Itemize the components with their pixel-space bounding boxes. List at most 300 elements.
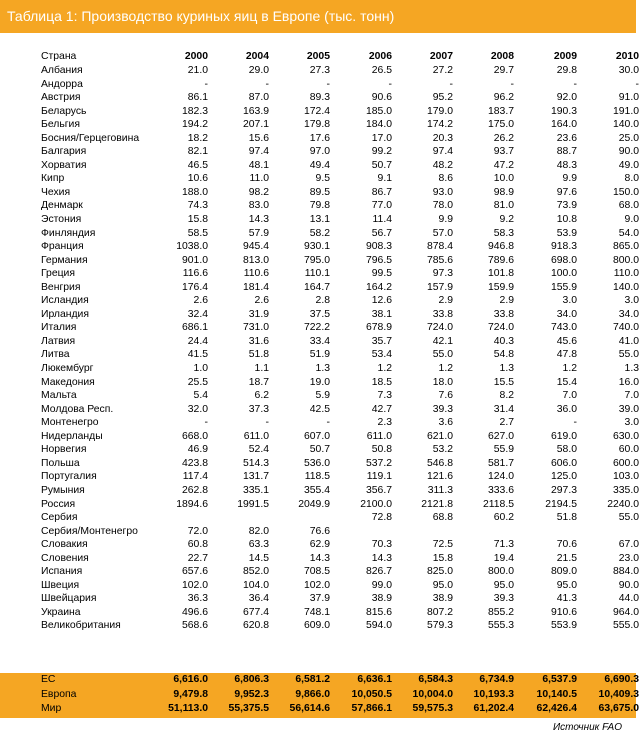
header-country-label: Страна	[41, 51, 77, 62]
value-cell: 52.4	[248, 444, 269, 456]
value-cell: 81.0	[493, 200, 514, 212]
value-cell: 72.0	[187, 525, 208, 537]
value-cell: 157.9	[426, 281, 453, 293]
value-cell: 58.0	[556, 444, 577, 456]
table-title: Таблица 1: Производство куриных яиц в Европе (тыс. тонн)	[7, 8, 395, 24]
value-cell: 61,202.4	[473, 703, 514, 714]
value-cell: 423.8	[181, 457, 208, 469]
value-cell: 10.6	[187, 173, 208, 185]
value-cell: 2.8	[315, 295, 330, 307]
value-cell: 99.0	[371, 579, 392, 591]
value-cell: 606.0	[550, 457, 577, 469]
value-cell: 175.0	[487, 119, 514, 131]
value-cell: 1.3	[624, 363, 639, 375]
country-name: Мир	[41, 703, 62, 714]
value-cell: 140.0	[612, 281, 639, 293]
value-cell: -	[204, 78, 208, 90]
value-cell: 14.3	[309, 552, 330, 564]
value-cell: 537.2	[365, 457, 392, 469]
value-cell: 9.1	[377, 173, 392, 185]
value-cell: 57.9	[248, 227, 269, 239]
country-name: Греция	[41, 268, 75, 280]
value-cell: 8.0	[624, 173, 639, 185]
value-cell: 97.4	[432, 146, 453, 158]
header-year: 2000	[184, 51, 208, 62]
value-cell: 9,952.3	[234, 688, 269, 700]
value-cell: 708.5	[303, 566, 330, 578]
value-cell: 58.5	[187, 227, 208, 239]
table-row	[0, 498, 639, 512]
table-row	[0, 538, 639, 552]
table-row	[0, 118, 639, 132]
value-cell: 555.0	[612, 620, 639, 632]
value-cell: 722.2	[303, 322, 330, 334]
country-name: Исландия	[41, 295, 89, 307]
value-cell: 18.5	[371, 376, 392, 388]
value-cell: 13.1	[309, 214, 330, 226]
value-cell: 795.0	[303, 254, 330, 266]
value-cell: 48.1	[248, 159, 269, 171]
header-year: 2005	[306, 51, 330, 62]
value-cell: 41.3	[556, 593, 577, 605]
value-cell: 31.6	[248, 335, 269, 347]
value-cell: 99.2	[371, 146, 392, 158]
value-cell: 6,734.9	[479, 674, 514, 685]
value-cell: 40.3	[493, 335, 514, 347]
value-cell: 38.9	[432, 593, 453, 605]
country-name: Кипр	[41, 173, 65, 185]
value-cell: 74.3	[187, 200, 208, 212]
value-cell: 611.0	[243, 430, 269, 442]
country-name: Македония	[41, 376, 95, 388]
country-name: Ирландия	[41, 308, 89, 320]
country-name: Норвегия	[41, 444, 87, 456]
value-cell: 39.3	[493, 593, 514, 605]
value-cell: 51,113.0	[168, 703, 208, 714]
table-row	[0, 552, 639, 566]
value-cell: 53.9	[556, 227, 577, 239]
table-row	[0, 430, 639, 444]
value-cell: 553.9	[550, 620, 577, 632]
value-cell: -	[573, 417, 577, 429]
value-cell: 124.0	[487, 471, 514, 483]
country-name: Португалия	[41, 471, 97, 483]
value-cell: 95.0	[556, 579, 577, 591]
value-cell: 49.4	[309, 159, 330, 171]
table-row	[0, 525, 636, 539]
table-row	[0, 159, 639, 173]
value-cell: 97.0	[309, 146, 330, 158]
value-cell: 910.6	[550, 606, 577, 618]
value-cell: 800.0	[487, 566, 514, 578]
value-cell: 21.5	[556, 552, 577, 564]
value-cell: 176.4	[181, 281, 208, 293]
value-cell: 102.0	[303, 579, 330, 591]
header-year: 2008	[490, 51, 514, 62]
value-cell: 96.2	[493, 92, 514, 104]
value-cell: 68.0	[618, 200, 639, 212]
country-name: Сербия	[41, 512, 78, 524]
country-name: Великобритания	[41, 620, 121, 632]
value-cell: 36.0	[556, 403, 577, 415]
country-name: Испания	[41, 566, 83, 578]
country-name: Латвия	[41, 335, 76, 347]
country-name: Эстония	[41, 214, 82, 226]
table-row	[0, 145, 639, 159]
value-cell: 103.0	[612, 471, 639, 483]
value-cell: 102.0	[181, 579, 208, 591]
table-row	[0, 132, 639, 146]
value-cell: 42.1	[432, 335, 453, 347]
country-name: Германия	[41, 254, 88, 266]
value-cell: 116.6	[182, 268, 208, 280]
value-cell: 172.4	[303, 105, 330, 117]
table-row	[0, 105, 639, 119]
country-name: Россия	[41, 498, 76, 510]
value-cell: 15.4	[556, 376, 577, 388]
header-year: 2006	[368, 51, 392, 62]
value-cell: 104.0	[242, 579, 269, 591]
value-cell: 9.9	[438, 214, 453, 226]
country-name: Литва	[41, 349, 70, 361]
country-name: Мальта	[41, 390, 77, 402]
value-cell: 6,581.2	[295, 674, 330, 685]
value-cell: 668.0	[181, 430, 208, 442]
table-row	[0, 308, 639, 322]
value-cell: 42.5	[309, 403, 330, 415]
value-cell: 67.0	[618, 539, 639, 551]
value-cell: 10.8	[556, 214, 577, 226]
value-cell: 62.9	[309, 539, 330, 551]
value-cell: 79.8	[309, 200, 330, 212]
value-cell: 825.0	[426, 566, 453, 578]
value-cell: 174.2	[426, 119, 453, 131]
value-cell: 58.2	[309, 227, 330, 239]
value-cell: 25.0	[618, 132, 639, 144]
value-cell: 6,537.9	[542, 674, 577, 685]
value-cell: 621.0	[426, 430, 453, 442]
value-cell: 1.1	[254, 363, 269, 375]
value-cell: 23.0	[618, 552, 639, 564]
value-cell: 125.0	[550, 471, 577, 483]
value-cell: 677.4	[242, 606, 269, 618]
value-cell: 724.0	[487, 322, 514, 334]
value-cell: 10,409.3	[598, 688, 639, 700]
value-cell: 1991.5	[237, 498, 269, 510]
table-row	[0, 335, 639, 349]
value-cell: 1.3	[315, 363, 330, 375]
value-cell: 54.0	[618, 227, 639, 239]
value-cell: 48.3	[556, 159, 577, 171]
value-cell: 33.8	[493, 308, 514, 320]
country-name: Сербия/Монтенегро	[41, 525, 138, 537]
value-cell: 8.6	[438, 173, 453, 185]
value-cell: 609.0	[303, 620, 330, 632]
value-cell: 56.7	[371, 227, 392, 239]
value-cell: 57.0	[432, 227, 453, 239]
table-row	[0, 78, 639, 92]
value-cell: 3.0	[624, 417, 639, 429]
value-cell: 53.4	[371, 349, 392, 361]
value-cell: 740.0	[612, 322, 639, 334]
value-cell: 3.0	[624, 295, 639, 307]
value-cell: 6,690.3	[604, 674, 639, 685]
value-cell: 9,866.0	[295, 688, 330, 700]
value-cell: 678.9	[365, 322, 392, 334]
value-cell: 9.0	[624, 214, 639, 226]
value-cell: 2.3	[377, 417, 392, 429]
value-cell: 188.0	[181, 186, 208, 198]
value-cell: 15.5	[493, 376, 514, 388]
value-cell: 2.9	[499, 295, 514, 307]
value-cell: 38.1	[371, 308, 392, 320]
value-cell: 44.0	[618, 593, 639, 605]
value-cell: 89.3	[309, 92, 330, 104]
value-cell: 581.7	[487, 457, 514, 469]
value-cell: 568.6	[181, 620, 208, 632]
value-cell: 92.0	[556, 92, 577, 104]
value-cell: 852.0	[242, 566, 269, 578]
value-cell: 179.0	[426, 105, 453, 117]
value-cell: 15.6	[248, 132, 269, 144]
country-name: Балгария	[41, 146, 87, 158]
table-row	[0, 348, 639, 362]
value-cell: 37.3	[248, 403, 269, 415]
value-cell: 119.1	[366, 471, 392, 483]
value-cell: 335.0	[612, 484, 639, 496]
value-cell: 38.9	[371, 593, 392, 605]
value-cell: 76.6	[309, 525, 330, 537]
value-cell: 884.0	[612, 566, 639, 578]
value-cell: 731.0	[242, 322, 269, 334]
table-row	[0, 294, 639, 308]
value-cell: 8.2	[499, 390, 514, 402]
value-cell: 97.3	[432, 268, 453, 280]
value-cell: 55,375.5	[228, 703, 269, 714]
table-row	[0, 199, 639, 213]
value-cell: 131.7	[242, 471, 269, 483]
value-cell: 698.0	[550, 254, 577, 266]
value-cell: 118.5	[304, 471, 330, 483]
value-cell: -	[449, 78, 453, 90]
value-cell: 72.5	[432, 539, 453, 551]
value-cell: 555.3	[487, 620, 514, 632]
value-cell: -	[573, 78, 577, 90]
value-cell: 46.5	[187, 159, 208, 171]
table-row	[0, 416, 639, 430]
value-cell: -	[510, 78, 514, 90]
value-cell: 93.0	[432, 186, 453, 198]
value-cell: 743.0	[550, 322, 577, 334]
value-cell: 809.0	[550, 566, 577, 578]
value-cell: 2194.5	[545, 498, 577, 510]
value-cell: 90.0	[618, 146, 639, 158]
country-name: Люкембург	[41, 363, 94, 375]
table-row	[0, 281, 639, 295]
value-cell: 98.2	[248, 186, 269, 198]
country-name: Румыния	[41, 484, 85, 496]
value-cell: 82.1	[187, 146, 208, 158]
value-cell: 6.2	[254, 390, 269, 402]
value-cell: 17.6	[309, 132, 330, 144]
value-cell: 55.0	[432, 349, 453, 361]
value-cell: 311.3	[427, 484, 453, 496]
value-cell: 91.0	[618, 92, 639, 104]
country-name: Молдова Респ.	[41, 403, 114, 415]
value-cell: 48.2	[432, 159, 453, 171]
value-cell: 41.5	[187, 349, 208, 361]
value-cell: 855.2	[487, 606, 514, 618]
value-cell: 1038.0	[176, 241, 208, 253]
value-cell: 627.0	[487, 430, 514, 442]
value-cell: 9.9	[562, 173, 577, 185]
value-cell: 32.4	[187, 308, 208, 320]
table-row	[0, 172, 639, 186]
value-cell: 60.2	[493, 512, 514, 524]
value-cell: 21.0	[187, 65, 208, 76]
value-cell: 748.1	[303, 606, 330, 618]
value-cell: 97.6	[556, 186, 577, 198]
value-cell: 9,479.8	[173, 688, 208, 700]
value-cell: 90.0	[618, 579, 639, 591]
value-cell: 185.0	[365, 105, 392, 117]
value-cell: 1.0	[193, 363, 208, 375]
value-cell: 918.3	[550, 241, 577, 253]
value-cell: 190.3	[550, 105, 577, 117]
country-name: Словакия	[41, 539, 88, 551]
value-cell: 191.0	[612, 105, 639, 117]
value-cell: 70.6	[556, 539, 577, 551]
value-cell: 1.2	[438, 363, 453, 375]
value-cell: 164.0	[550, 119, 577, 131]
value-cell: 14.5	[248, 552, 269, 564]
value-cell: 11.0	[249, 173, 269, 185]
value-cell: 30.0	[618, 65, 639, 76]
country-name: Денмарк	[41, 200, 83, 212]
value-cell: 27.3	[309, 65, 330, 76]
value-cell: 82.0	[248, 525, 269, 537]
value-cell: 50.7	[371, 159, 392, 171]
value-cell: 159.9	[487, 281, 514, 293]
table-row	[0, 321, 639, 335]
value-cell: 72.8	[371, 512, 392, 524]
value-cell: 22.7	[187, 552, 208, 564]
value-cell: 86.1	[187, 92, 208, 104]
country-name: Андорра	[41, 78, 83, 90]
country-name: Хорватия	[41, 159, 87, 171]
country-name: Польша	[41, 457, 80, 469]
value-cell: 15.8	[187, 214, 208, 226]
value-cell: 619.0	[550, 430, 577, 442]
value-cell: 356.7	[365, 484, 392, 496]
value-cell: 71.3	[493, 539, 514, 551]
value-cell: 182.3	[181, 105, 208, 117]
value-cell: 18.2	[187, 132, 208, 144]
table-row	[0, 213, 639, 227]
value-cell: 514.3	[242, 457, 269, 469]
header-year: 2010	[615, 51, 639, 62]
aggregate-row	[0, 688, 639, 703]
value-cell: 333.6	[487, 484, 514, 496]
country-name: Швеция	[41, 579, 80, 591]
value-cell: 184.0	[365, 119, 392, 131]
value-cell: 140.0	[612, 119, 639, 131]
value-cell: 7.6	[438, 390, 453, 402]
value-cell: 796.5	[365, 254, 392, 266]
value-cell: 29.0	[248, 65, 269, 76]
value-cell: 16.0	[618, 376, 639, 388]
value-cell: 355.4	[303, 484, 330, 496]
value-cell: 110.6	[243, 268, 269, 280]
value-cell: 73.9	[556, 200, 577, 212]
table-row	[0, 565, 639, 579]
value-cell: 800.0	[612, 254, 639, 266]
value-cell: 90.6	[371, 92, 392, 104]
value-cell: 181.4	[242, 281, 269, 293]
value-cell: 29.7	[493, 65, 514, 76]
value-cell: 10,140.5	[536, 688, 577, 700]
value-cell: 110.0	[613, 268, 639, 280]
country-name: Италия	[41, 322, 77, 334]
value-cell: 6,616.0	[173, 674, 208, 685]
value-cell: 630.0	[612, 430, 639, 442]
value-cell: 2.6	[254, 295, 269, 307]
value-cell: 1.2	[377, 363, 392, 375]
value-cell: 24.4	[187, 335, 208, 347]
table-row	[0, 579, 639, 593]
value-cell: 2121.8	[421, 498, 453, 510]
country-name: Украина	[41, 606, 81, 618]
value-cell: 36.4	[248, 593, 269, 605]
aggregates-band	[0, 673, 639, 718]
value-cell: 826.7	[365, 566, 392, 578]
value-cell: 194.2	[181, 119, 208, 131]
value-cell: 46.9	[187, 444, 208, 456]
table-header-row	[0, 50, 639, 64]
country-name: Чехия	[41, 186, 71, 198]
header-year: 2009	[553, 51, 577, 62]
value-cell: 47.2	[493, 159, 514, 171]
value-cell: -	[635, 78, 639, 90]
value-cell: 26.5	[371, 65, 392, 76]
value-cell: -	[204, 417, 208, 429]
table-row	[0, 443, 639, 457]
value-cell: 2.9	[438, 295, 453, 307]
value-cell: 33.4	[309, 335, 330, 347]
value-cell: 3.6	[438, 417, 453, 429]
value-cell: 7.0	[624, 390, 639, 402]
value-cell: 9.5	[315, 173, 330, 185]
value-cell: 87.0	[248, 92, 269, 104]
value-cell: 32.0	[187, 403, 208, 415]
value-cell: 179.8	[303, 119, 330, 131]
value-cell: 89.5	[309, 186, 330, 198]
value-cell: 55.0	[618, 349, 639, 361]
value-cell: 33.8	[432, 308, 453, 320]
value-cell: 5.4	[193, 390, 208, 402]
value-cell: 93.7	[493, 146, 514, 158]
value-cell: 60.0	[618, 444, 639, 456]
table-row	[0, 91, 639, 105]
table-row	[0, 484, 639, 498]
value-cell: 27.2	[432, 65, 453, 76]
value-cell: 88.7	[556, 146, 577, 158]
country-name: Венгрия	[41, 281, 81, 293]
value-cell: 100.0	[550, 268, 577, 280]
value-cell: 50.7	[309, 444, 330, 456]
value-cell: 6,636.1	[357, 674, 392, 685]
value-cell: 63.3	[248, 539, 269, 551]
